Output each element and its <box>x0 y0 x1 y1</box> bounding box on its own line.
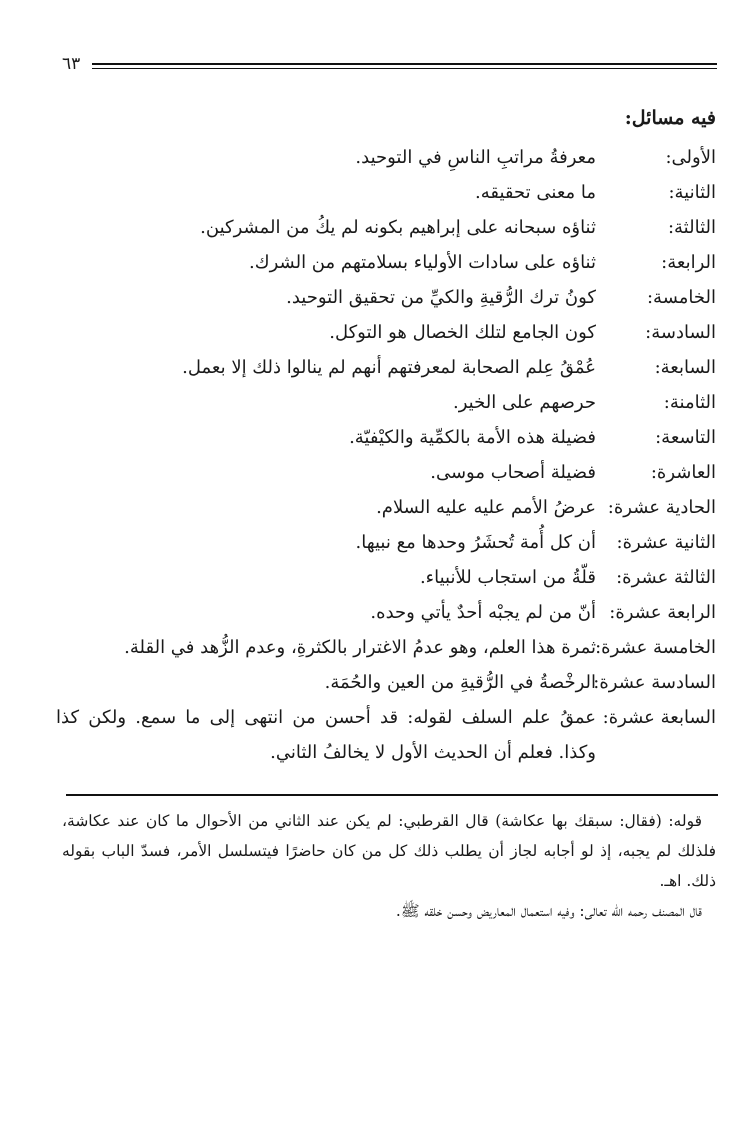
issue-text: معرفةُ مراتبِ الناسِ في التوحيد. <box>355 147 596 168</box>
issue-label: العاشرة: <box>650 462 716 483</box>
list-item <box>56 630 716 665</box>
issue-text: عمقُ علم السلف لقوله: قد أحسن من انتهى إلى ما سمع. ولكن كذا وكذا. فعلم أن الحديث الأول لا يخالفُ الثاني. <box>56 707 596 763</box>
issue-text: الرخْصةُ في الرُّقيةِ من العين والحُمَة. <box>324 672 596 693</box>
issues-list <box>56 140 716 770</box>
issue-text: عُمْقُ عِلم الصحابة لمعرفتهم أنهم لم ينالوا ذلك إلا بعمل. <box>182 357 596 378</box>
issue-text: ثمرة هذا العلم، وهو عدمُ الاغترار بالكثرةِ، وعدم الزُّهد في القلة. <box>124 637 596 658</box>
list-item <box>56 700 716 770</box>
list-item <box>56 595 716 630</box>
list-item <box>56 140 716 175</box>
list-item <box>56 175 716 210</box>
issue-text: أن كل أُمة تُحشَرُ وحدها مع نبيها. <box>355 532 596 553</box>
list-item <box>56 245 716 280</box>
issue-text: فضيلة أصحاب موسى. <box>430 462 596 483</box>
page-number: ٦٣ <box>62 54 81 74</box>
issue-label: السابعة عشرة: <box>602 707 716 728</box>
issue-label: الثامنة: <box>663 392 716 413</box>
issue-label: السادسة عشرة: <box>593 672 716 693</box>
list-item <box>56 490 716 525</box>
issue-label: الثالثة عشرة: <box>616 567 716 588</box>
footnote-paragraph: قوله: (فقال: سبقك بها عكاشة) قال القرطبي: لم يكن عند الثاني من الأحوال ما كان عند عكاشة، فلذلك لم يجبه، إذ لو أجابه لجاز أن يطلب ذلك كل من كان حاضرًا فيتسلسل الأمر، فسدّ الباب بقوله ذلك. اهـ. <box>62 812 716 890</box>
issue-label: السابعة: <box>654 357 716 378</box>
issue-text: كونُ ترك الرُّقيةِ والكيِّ من تحقيق التوحيد. <box>286 287 596 308</box>
issue-label: الحادية عشرة: <box>607 497 716 518</box>
issue-label: الرابعة: <box>661 252 716 273</box>
list-item <box>56 385 716 420</box>
issue-label: الثانية عشرة: <box>616 532 716 553</box>
list-item <box>56 560 716 595</box>
list-item <box>56 280 716 315</box>
issue-label: التاسعة: <box>655 427 716 448</box>
list-item <box>56 665 716 700</box>
issue-label: الأولى: <box>665 147 716 168</box>
list-item <box>56 210 716 245</box>
list-item <box>56 525 716 560</box>
section-heading: فيه مسائل: <box>624 107 716 129</box>
list-item <box>56 350 716 385</box>
list-item <box>56 455 716 490</box>
issue-label: السادسة: <box>645 322 716 343</box>
issue-text: ما معنى تحقيقه. <box>475 182 596 203</box>
issue-label: الخامسة: <box>646 287 716 308</box>
issue-label: الثالثة: <box>667 217 716 238</box>
issue-label: الرابعة عشرة: <box>609 602 716 623</box>
issue-text: أنّ من لم يجبْه أحدٌ يأتي وحده. <box>370 602 596 623</box>
footnote-paragraph: قال المصنف رحمه الله تعالى: وفيه استعمال المعاريض وحسن خلقه ﷺ. <box>395 902 702 920</box>
list-item <box>56 315 716 350</box>
issue-text: فضيلة هذه الأمة بالكمِّية والكيْفيّة. <box>349 427 596 448</box>
issue-text: كون الجامع لتلك الخصال هو التوكل. <box>329 322 596 343</box>
header-rule <box>92 63 717 69</box>
footnote-divider <box>66 794 718 796</box>
issue-label: الخامسة عشرة: <box>595 637 716 658</box>
issue-text: ثناؤه سبحانه على إبراهيم بكونه لم يكُ من المشركين. <box>200 217 596 238</box>
issue-text: حرصهم على الخير. <box>453 392 596 413</box>
issue-text: عرضُ الأمم عليه عليه السلام. <box>376 497 596 518</box>
issue-text: قلّةُ من استجاب للأنبياء. <box>419 567 596 588</box>
list-item <box>56 420 716 455</box>
issue-text: ثناؤه على سادات الأولياء بسلامتهم من الشرك. <box>249 252 596 273</box>
issue-label: الثانية: <box>668 182 716 203</box>
footnote <box>62 806 716 926</box>
page-header <box>62 54 717 80</box>
